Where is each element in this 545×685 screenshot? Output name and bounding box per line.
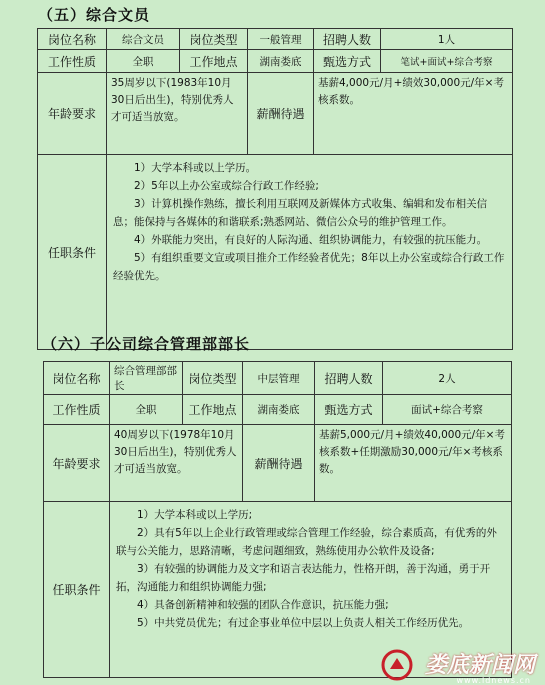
list-item: 1）大学本科或以上学历。 [134, 162, 257, 174]
list-item: 3）有较强的协调能力及文字和语言表达能力，性格开朗，善于沟通，勇于开拓，沟通能力和组织协调能力强; [116, 563, 491, 593]
age-value: 35周岁以下(1983年10月30日后出生)，特别优秀人才可适当放宽。 [107, 73, 248, 155]
label-method: 甄选方式 [314, 50, 381, 73]
type-value: 一般管理 [248, 29, 314, 50]
watermark-url: www.ldnews.cn [456, 676, 531, 685]
section-title: （六）子公司综合管理部部长 [42, 335, 251, 353]
label-method: 甄选方式 [315, 395, 383, 425]
watermark-text: 娄底新闻网 [424, 653, 535, 678]
label-salary: 薪酬待遇 [248, 73, 314, 155]
post-value: 综合文员 [107, 29, 180, 50]
list-item: 2）5年以上办公室或综合行政工作经验; [134, 180, 319, 192]
label-requirements: 任职条件 [44, 502, 110, 678]
nature-value: 全职 [110, 395, 183, 425]
label-salary: 薪酬待遇 [243, 425, 315, 502]
location-value: 湖南娄底 [248, 50, 314, 73]
label-location: 工作地点 [180, 50, 248, 73]
location-value: 湖南娄底 [243, 395, 315, 425]
label-post: 岗位名称 [44, 362, 110, 395]
label-type: 岗位类型 [183, 362, 243, 395]
salary-value: 基薪5,000元/月+绩效40,000元/年×考核系数+任期激励30,000元/年×考核系数。 [315, 425, 512, 502]
method-value: 面试+综合考察 [383, 395, 512, 425]
list-item: 4）具备创新精神和较强的团队合作意识，抗压能力强; [137, 599, 389, 611]
label-count: 招聘人数 [314, 29, 381, 50]
label-post: 岗位名称 [38, 29, 107, 50]
label-location: 工作地点 [183, 395, 243, 425]
watermark-logo-icon [381, 649, 413, 681]
method-value: 笔试+面试+综合考察 [381, 50, 513, 73]
job-table-2 [43, 361, 512, 678]
label-type: 岗位类型 [180, 29, 248, 50]
nature-value: 全职 [107, 50, 180, 73]
post-value: 综合管理部部长 [110, 362, 183, 395]
section-title: （五）综合文员 [38, 6, 151, 24]
label-nature: 工作性质 [44, 395, 110, 425]
count-value: 1人 [381, 29, 513, 50]
type-value: 中层管理 [243, 362, 315, 395]
label-age: 年龄要求 [38, 73, 107, 155]
age-value: 40周岁以下(1978年10月30日后出生)，特别优秀人才可适当放宽。 [110, 425, 243, 502]
label-nature: 工作性质 [38, 50, 107, 73]
list-item: 5）中共党员优先；有过企事业单位中层以上负责人相关工作经历优先。 [137, 617, 470, 629]
count-value: 2人 [383, 362, 512, 395]
list-item: 1）大学本科或以上学历; [137, 509, 253, 521]
list-item: 3）计算机操作熟练，擅长利用互联网及新媒体方式收集、编辑和发布相关信息；能保持与各媒体的和谐联系;熟悉网站、微信公众号的维护管理工作。 [113, 198, 488, 228]
label-requirements: 任职条件 [38, 155, 107, 350]
label-count: 招聘人数 [315, 362, 383, 395]
salary-value: 基薪4,000元/月+绩效30,000元/年×考核系数。 [314, 73, 513, 155]
requirements-list [107, 155, 513, 350]
list-item: 5）有组织重要文宣或项目推介工作经验者优先；8年以上办公室或综合行政工作经验优先。 [113, 252, 505, 282]
job-table-1 [37, 28, 513, 350]
list-item: 4）外联能力突出，有良好的人际沟通、组织协调能力，有较强的抗压能力。 [134, 234, 488, 246]
label-age: 年龄要求 [44, 425, 110, 502]
list-item: 2）具有5年以上企业行政管理或综合管理工作经验，综合素质高，有优秀的外联与公关能力，思路清晰，考虑问题细致，熟练使用办公软件及设备; [116, 527, 497, 557]
